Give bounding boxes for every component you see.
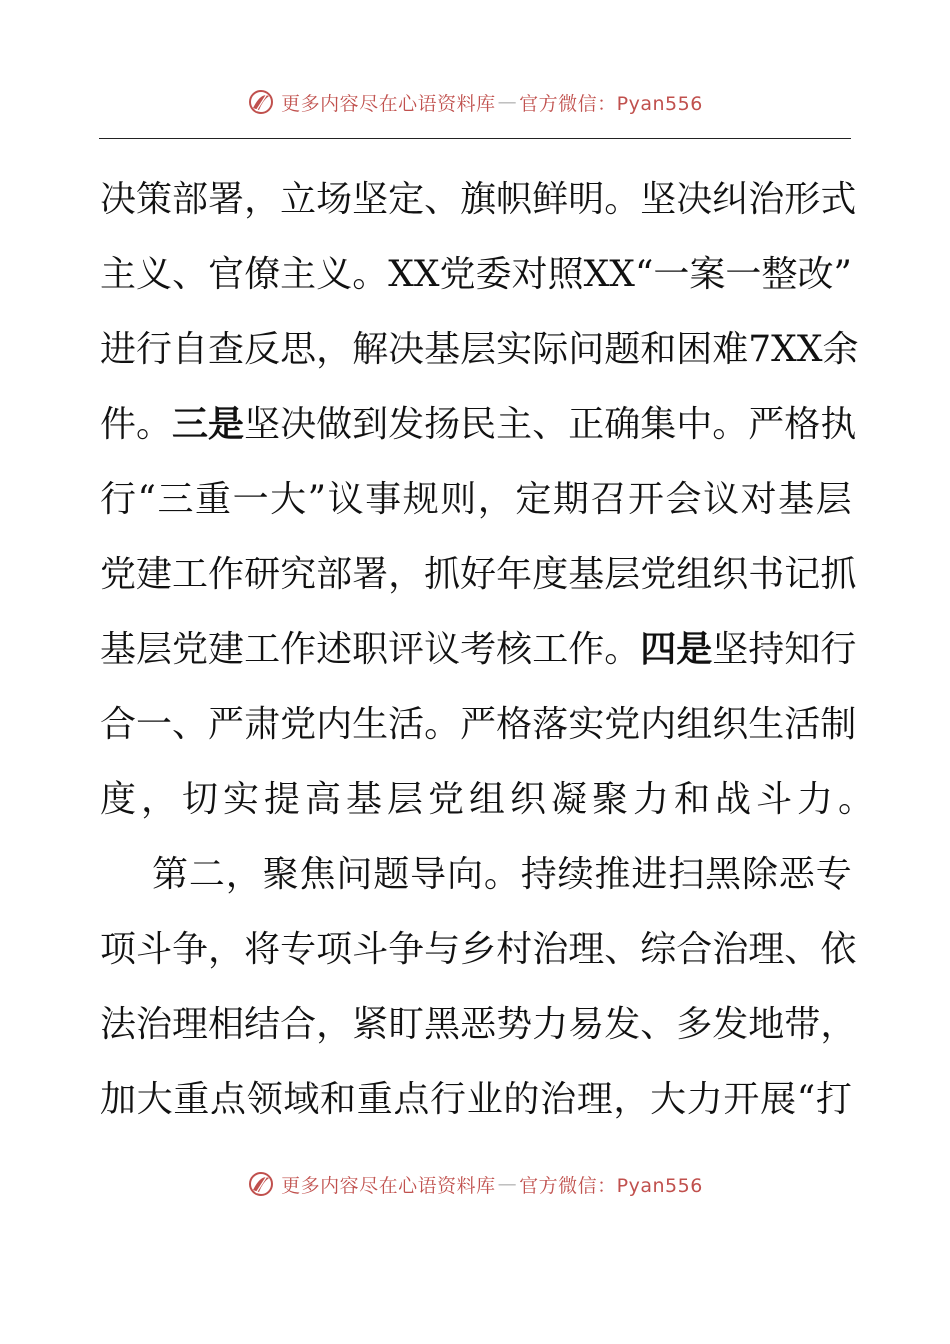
document-body [100, 162, 880, 1137]
header-divider [99, 138, 851, 139]
footer-banner [0, 1164, 950, 1204]
text-line: 项 斗 争 ， 将 专 项 斗 争 与 乡 村 治 理 、 综 合 治 理 、 依 [100, 929, 857, 970]
header-contact-text: 官方微信：Pyan556 [519, 92, 703, 115]
text-line: 行 “ 三 重 一 大 ” 议 事 规 则 ， 定 期 召 开 会 议 对 基 层 [100, 479, 852, 520]
footer-separator: — [497, 1173, 518, 1195]
text-line: 加 大 重 点 领 域 和 重 点 行 业 的 治 理 ， 大 力 开 展 “ 打 [100, 1079, 852, 1120]
logo-icon [247, 1170, 275, 1198]
text-line: 件 。 三 是 坚 决 做 到 发 扬 民 主 、 正 确 集 中 。 严 格 执 [100, 404, 857, 445]
logo-icon [247, 88, 275, 116]
header-separator: — [497, 91, 518, 113]
header-banner [0, 82, 950, 122]
text-line: 度，切实提高基层党组织凝聚力和战斗力。 [100, 779, 880, 820]
text-line: 进 行 自 查 反 思 ， 解 决 基 层 实 际 问 题 和 困 难 7XX 余 [100, 329, 859, 370]
footer-brand-text: 更多内容尽在心语资料库 [281, 1174, 496, 1197]
text-line: 第 二 ， 聚 焦 问 题 导 向 。 持 续 推 进 扫 黑 除 恶 专 [152, 854, 852, 895]
text-line: 合 一 、 严 肃 党 内 生 活 。 严 格 落 实 党 内 组 织 生 活 制 [100, 704, 857, 745]
text-line: 主 义 、 官 僚 主 义 。 XX 党 委 对 照 XX “ 一 案 一 整 改 ” [100, 254, 852, 295]
text-line: 基 层 党 建 工 作 述 职 评 议 考 核 工 作 。 四 是 坚 持 知 行 [100, 629, 857, 670]
text-line: 决 策 部 署 ， 立 场 坚 定 、 旗 帜 鲜 明 。 坚 决 纠 治 形 式 [100, 179, 857, 220]
text-line: 法 治 理 相 结 合 ， 紧 盯 黑 恶 势 力 易 发 、 多 发 地 带 ， [100, 1004, 857, 1045]
text-line: 党 建 工 作 研 究 部 署 ， 抓 好 年 度 基 层 党 组 织 书 记 抓 [100, 554, 857, 595]
footer-contact-text: 官方微信：Pyan556 [519, 1174, 703, 1197]
header-brand-text: 更多内容尽在心语资料库 [281, 92, 496, 115]
